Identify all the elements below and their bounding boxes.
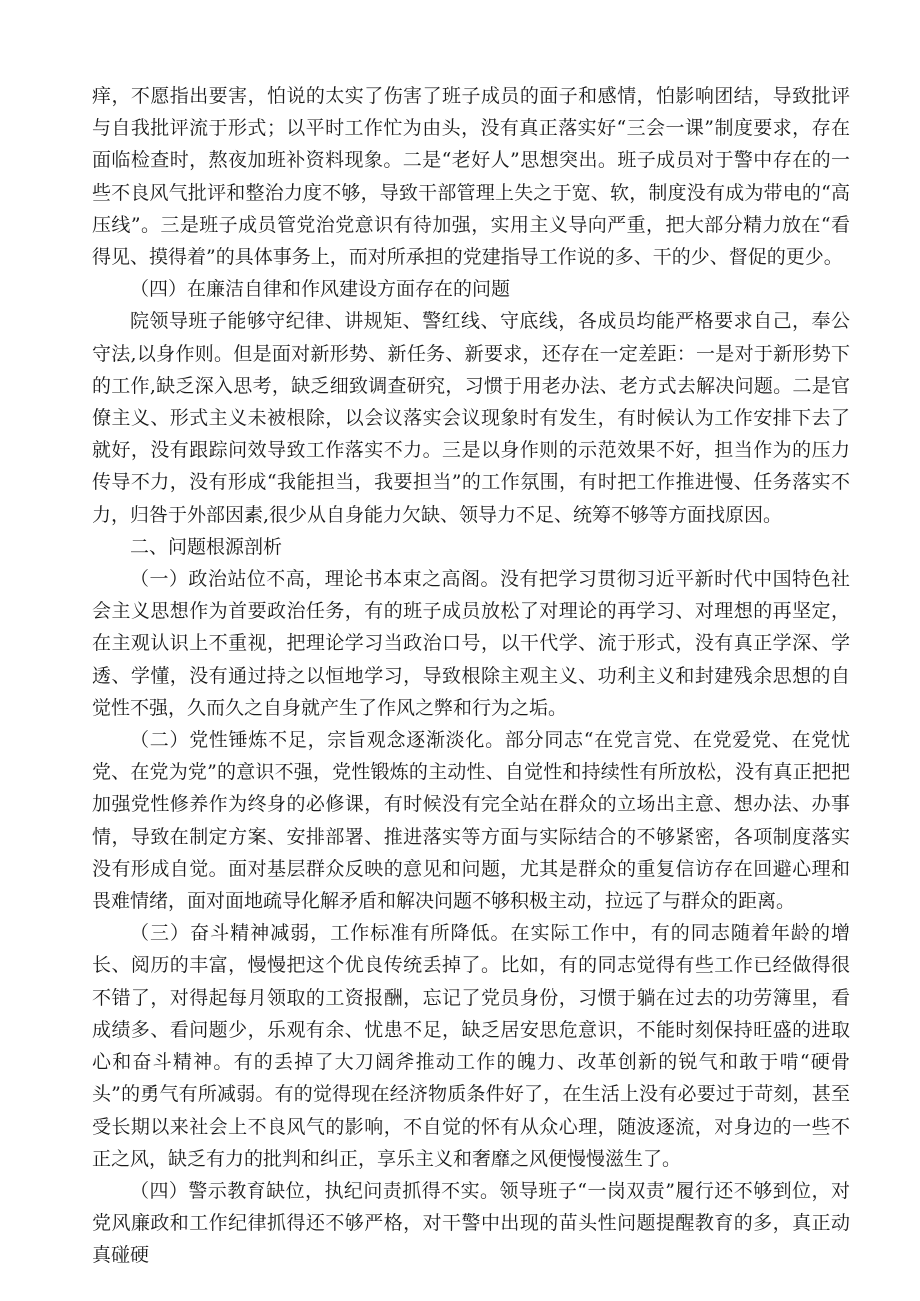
- paragraph-section-4-body: 院领导班子能够守纪律、讲规矩、警红线、守底线，各成员均能严格要求自己，奉公守法,以身作则。但是面对新形势、新任务、新要求，还存在一定差距：一是对于新形势下的工作,缺乏深入思考，缺乏细致调查研究，习惯于用老办法、老方式去解决问题。二是官僚主义、形式主义未被根除，以会议落实会议现象时有发生，有时候认为工作安排下去了就好，没有跟踪问效导致工作落实不力。三是以身作则的示范效果不好，担当作为的压力传导不力，没有形成“我能担当，我要担当”的工作氛围，有时把工作推进慢、任务落实不力，归咎于外部因素,很少从自身能力欠缺、领导力不足、统筹不够等方面找原因。: [92, 310, 850, 526]
- heading-section-4-integrity: （四）在廉洁自律和作风建设方面存在的问题: [130, 278, 511, 301]
- paragraph-root-cause-3: （三）奋斗精神减弱，工作标准有所降低。在实际工作中，有的同志随着年龄的增长、阅历的丰富，慢慢把这个优良传统丢掉了。比如，有的同志觉得有些工作已经做得很不错了，对得起每月领取的工资报酬，忘记了党员身份，习惯于躺在过去的功劳簿里，看成绩多、看问题少，乐观有余、忧患不足，缺乏居安思危意识，不能时刻保持旺盛的进取心和奋斗精神。有的丢掉了大刀阔斧推动工作的魄力、改革创新的锐气和敢于啃“硬骨头”的勇气有所减弱。有的觉得现在经济物质条件好了，在生活上没有必要过于苛刻，甚至受长期以来社会上不良风气的影响，不自觉的怀有从众心理，随波逐流，对身边的一些不正之风，缺乏有力的批判和纠正，享乐主义和奢靡之风便慢慢滋生了。: [92, 922, 850, 1170]
- heading-root-cause-analysis: 二、问题根源剖析: [130, 535, 283, 558]
- paragraph-continuation: 痒，不愿指出要害，怕说的太实了伤害了班子成员的面子和感情，怕影响团结，导致批评与自我批评流于形式；以平时工作忙为由头，没有真正落实好“三会一课”制度要求，存在面临检查时，熬夜加班补资料现象。二是“老好人”思想突出。班子成员对于警中存在的一些不良风气批评和整治力度不够，导致干部管理上失之于宽、软，制度没有成为带电的“高压线”。三是班子成员管党治党意识有待加强，实用主义导向严重，把大部分精力放在“看得见、摸得着”的具体事务上，而对所承担的党建指导工作说的多、干的少、督促的更少。: [92, 85, 850, 269]
- paragraph-root-cause-2: （二）党性锤炼不足，宗旨观念逐渐淡化。部分同志“在党言党、在党爱党、在党忧党、在党为党”的意识不强，党性锻炼的主动性、自觉性和持续性有所放松，没有真正把把加强党性修养作为终身的必修课，有时候没有完全站在群众的立场出主意、想办法、办事情，导致在制定方案、安排部署、推进落实等方面与实际结合的不够紧密，各项制度落实没有形成自觉。面对基层群众反映的意见和问题，尤其是群众的重复信访存在回避心理和畏难情绪，面对面地疏导化解矛盾和解决问题不够积极主动，拉远了与群众的距离。: [92, 729, 850, 913]
- document-text-body: [92, 80, 850, 1272]
- paragraph-root-cause-1: （一）政治站位不高，理论书本束之高阁。没有把学习贯彻习近平新时代中国特色社会主义思想作为首要政治任务，有的班子成员放松了对理论的再学习、对理想的再坚定，在主观认识上不重视，把理论学习当政治口号，以干代学、流于形式，没有真正学深、学透、学懂，没有通过持之以恒地学习，导致根除主观主义、功利主义和封建残余思想的自觉性不强，久而久之自身就产生了作风之弊和行为之垢。: [92, 568, 850, 719]
- paragraph-root-cause-4: （四）警示教育缺位，执纪问责抓得不实。领导班子“一岗双责”履行还不够到位，对党风廉政和工作纪律抓得还不够严格，对干警中出现的苗头性问题提醒教育的多，真正动真碰硬: [92, 1179, 850, 1267]
